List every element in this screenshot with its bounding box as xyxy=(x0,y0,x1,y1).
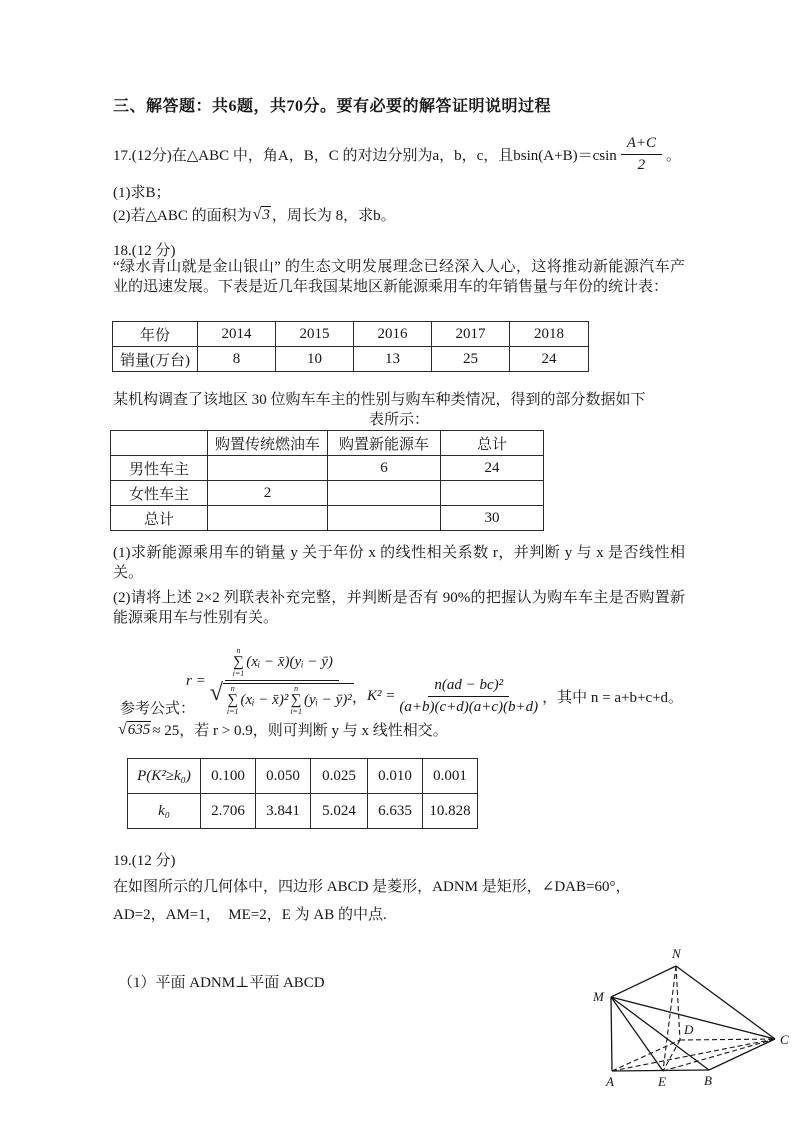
radical-sign: √ xyxy=(118,720,127,738)
radicand xyxy=(223,683,354,716)
r-numerator xyxy=(225,646,339,681)
contingency-row-total xyxy=(111,506,544,531)
problem18-para2-line1: 某机构调查了该地区 30 位购车车主的性别与购车种类情况，得到的部分数据如下 xyxy=(113,392,646,408)
problem17-q2 xyxy=(113,204,396,225)
vertex-label-N: N xyxy=(672,946,681,961)
vertex-label-A: A xyxy=(606,1074,614,1089)
table-cell: 年份 xyxy=(113,322,198,347)
r-denominator xyxy=(210,681,354,716)
contingency-row-female xyxy=(111,481,544,506)
note-line xyxy=(117,719,448,740)
table-cell: 2 xyxy=(208,481,328,506)
problem17-q2-pre: (2)若△ABC 的面积为 xyxy=(113,208,252,224)
critical-value-prob-row xyxy=(128,759,478,794)
table-cell xyxy=(208,506,328,531)
contingency-header-row xyxy=(111,431,544,456)
k2-tail: ，其中 n = a+b+c+d。 xyxy=(542,689,684,706)
sales-table-header-row xyxy=(113,322,589,347)
problem19-line1: 在如图所示的几何体中，四边形 ABCD 是菱形，ADNM 是矩形，∠DAB=60°， xyxy=(113,879,631,895)
correlation-formula xyxy=(186,646,358,716)
table-cell: 2.706 xyxy=(201,794,256,829)
radicand: 3 xyxy=(262,206,270,223)
vertex-label-B: B xyxy=(704,1073,712,1088)
table-cell xyxy=(328,506,441,531)
table-cell: 0.050 xyxy=(256,759,311,794)
table-cell xyxy=(208,456,328,481)
sqrt-635 xyxy=(118,721,151,739)
table-cell xyxy=(328,481,441,506)
r-numerator-terms: (xᵢ − x̄)(yᵢ − ȳ) xyxy=(246,654,333,670)
table-cell: 0.025 xyxy=(311,759,368,794)
table-cell: 2014 xyxy=(198,322,276,347)
sqrt-3 xyxy=(253,206,271,224)
sales-table xyxy=(112,321,589,372)
edge-M-N xyxy=(611,966,676,997)
problem19-q1: （1）平面 ADNM⊥平面 ABCD xyxy=(118,975,325,991)
table-cell: 总计 xyxy=(441,431,544,456)
table-cell: 30 xyxy=(441,506,544,531)
table-cell: 2017 xyxy=(432,322,510,347)
sales-table-value-row xyxy=(113,347,589,372)
table-cell: 购置传统燃油车 xyxy=(208,431,328,456)
problem17-q2-post: ，周长为 8，求b。 xyxy=(271,208,396,224)
den-term-y: (yᵢ − ȳ)² xyxy=(303,692,352,708)
problem18-para1: “绿水青山就是金山银山” 的生态文明发展理念已经深入人心，这将推动新能源汽车产业的迅速发展。下表是近几年我国某地区新能源乘用车的年销售量与年份的统计表： xyxy=(113,259,685,295)
table-cell: 0.100 xyxy=(201,759,256,794)
vertex-label-D: D xyxy=(684,1022,694,1037)
table-cell: 总计 xyxy=(111,506,208,531)
chi-square-formula xyxy=(352,676,683,716)
radical-sign: √ xyxy=(209,680,223,706)
table-cell: 6.635 xyxy=(368,794,423,829)
r-lhs: r = xyxy=(186,672,206,689)
table-cell: 3.841 xyxy=(256,794,311,829)
table-cell: 0.010 xyxy=(368,759,423,794)
problem18-para2-line2: 表所示： xyxy=(368,412,429,428)
fraction-denominator: 2 xyxy=(637,157,646,173)
table-cell: 24 xyxy=(441,456,544,481)
table-cell: 10.828 xyxy=(423,794,478,829)
den-term-x: (xᵢ − x̄)² xyxy=(240,692,289,708)
problem17-stem xyxy=(113,131,681,177)
radicand: 635 xyxy=(127,721,151,738)
table-cell: 24 xyxy=(510,347,589,372)
r-fraction xyxy=(210,646,354,716)
table-cell: 0.001 xyxy=(423,759,478,794)
vertex-label-M: M xyxy=(593,989,604,1004)
problem18-q2: (2)请将上述 2×2 列联表补充完整，并判断是否有 90%的把握认为购车车主是否购置新能源乘用车与性别有关。 xyxy=(113,590,685,626)
summation: n ∑ i=1 xyxy=(232,646,245,678)
radical-sign: √ xyxy=(252,205,262,223)
table-cell: 8 xyxy=(198,347,276,372)
table-cell: P(K²≥k₀) xyxy=(128,759,201,794)
edge-N-D xyxy=(676,966,680,1040)
reference-formula-label: 参考公式： xyxy=(120,701,196,717)
edge-A-C xyxy=(612,1039,775,1071)
edge-D-E xyxy=(663,1040,680,1071)
fraction-numerator: A+C xyxy=(621,134,662,155)
fraction-a-plus-c-over-2 xyxy=(621,134,662,174)
note-text: ≈ 25，若 r > 0.9，则可判断 y 与 x 线性相交。 xyxy=(152,723,448,739)
table-cell: 销量(万台) xyxy=(113,347,198,372)
table-cell: 女性车主 xyxy=(111,481,208,506)
table-cell: 13 xyxy=(354,347,432,372)
critical-value-table xyxy=(127,758,478,829)
edge-E-C xyxy=(663,1039,775,1071)
table-cell xyxy=(111,431,208,456)
table-cell: 购置新能源车 xyxy=(328,431,441,456)
critical-value-k0-row xyxy=(128,794,478,829)
separator-comma: ， xyxy=(352,689,368,706)
table-cell: 5.024 xyxy=(311,794,368,829)
summation: n ∑ i=1 xyxy=(226,684,239,716)
edge-N-E xyxy=(663,966,676,1071)
table-cell: 2015 xyxy=(276,322,354,347)
edge-M-A xyxy=(611,997,612,1071)
table-cell: 2016 xyxy=(354,322,432,347)
table-cell: 2018 xyxy=(510,322,589,347)
problem18-q1: (1)求新能源乘用车的销量 y 关于年份 x 的线性相关系数 r，并判断 y 与 x 是否线性相关。 xyxy=(113,545,685,581)
k2-numerator: n(ad − bc)² xyxy=(428,676,509,697)
problem17-stem-period: 。 xyxy=(666,147,682,164)
table-cell: 25 xyxy=(432,347,510,372)
table-cell: 男性车主 xyxy=(111,456,208,481)
summation: n ∑ i=1 xyxy=(290,684,302,716)
vertex-label-E: E xyxy=(658,1074,666,1089)
problem19-head: 19.(12 分) xyxy=(113,853,176,869)
geometry-figure xyxy=(588,942,794,1102)
contingency-table xyxy=(110,430,544,531)
contingency-row-male xyxy=(111,456,544,481)
edge-M-B xyxy=(611,997,709,1070)
vertex-label-C: C xyxy=(780,1032,789,1047)
edge-A-B xyxy=(612,1070,709,1071)
k2-fraction xyxy=(399,676,538,716)
problem18-head: 18.(12 分) xyxy=(113,243,176,259)
table-cell: 6 xyxy=(328,456,441,481)
edge-D-C xyxy=(680,1039,775,1040)
section-header: 三、解答题：共6题，共70分。要有必要的解答证明说明过程 xyxy=(113,98,552,115)
problem19-line2: AD=2，AM=1， ME=2，E 为 AB 的中点. xyxy=(113,907,387,923)
k2-lhs: K² = xyxy=(367,687,396,704)
edge-A-D xyxy=(612,1040,680,1071)
table-cell xyxy=(441,481,544,506)
problem17-stem-text: 17.(12分)在△ABC 中，角A，B，C 的对边分别为a，b，c，且bsin(A+B)＝csin xyxy=(113,147,617,164)
k2-denominator: (a+b)(c+d)(a+c)(b+d) xyxy=(399,699,539,715)
table-cell: k₀ xyxy=(128,794,201,829)
table-cell: 10 xyxy=(276,347,354,372)
problem17-q1: (1)求B； xyxy=(113,185,171,201)
